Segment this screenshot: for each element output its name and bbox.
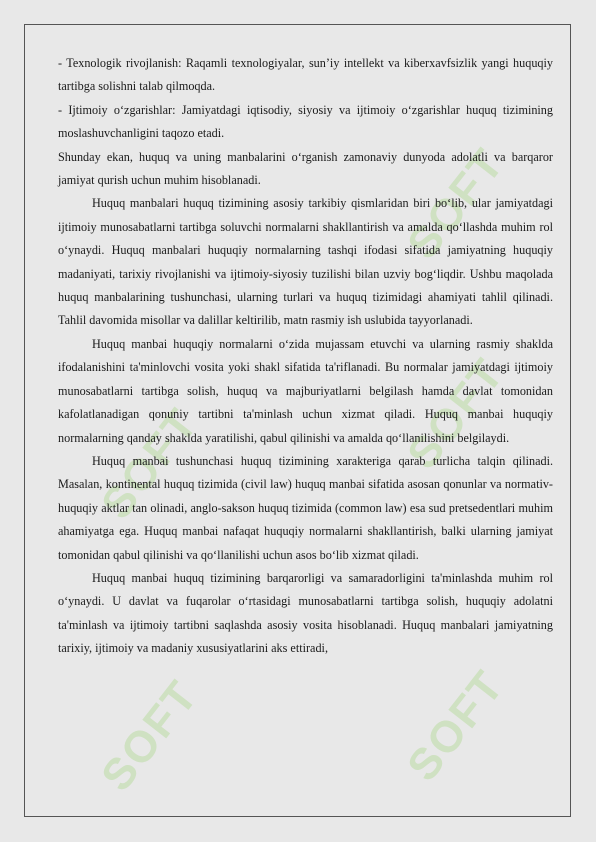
document-body [58, 52, 553, 661]
paragraph: Huquq manbai tushunchasi huquq tizimining xarakteriga qarab turlicha talqin qilinadi. Masalan, kontinental huquq tizimida (civil law) huquq manbai sifatida asosan qonunlar va normativ-huquqiy aktlar tan olinadi, anglo-sakson huquq tizimida (common law) esa sud pretsedentlari muhim ahamiyatga ega. Huquq manbai nafaqat huquqiy normalarni shakllantirish, balki ularning jamiyat tomonidan qabul qilinishi va qo‘llanilishi uchun asos bo‘lib xizmat qiladi. [58, 453, 553, 562]
paragraph: Huquq manbalari huquq tizimining asosiy tarkibiy qismlaridan biri bo‘lib, ular jamiyatdagi ijtimoiy munosabatlarni tartibga soluvchi normalarni shakllantirish va amalda qo‘llashda muhim rol o‘ynaydi. Huquq manbalari huquqiy normalarning tashqi ifodasi sifatida jamiyatning huquqiy madaniyati, tarixiy rivojlanishi va ijtimoiy-siyosiy tuzilishi bilan uzviy bog‘liqdir. Ushbu maqolada huquq manbalarining tushunchasi, ularning turlari va huquq tizimidagi ahamiyati tahlil qilinadi. Tahlil davomida misollar va dalillar keltirilib, matn rasmiy ish uslubida tayyorlanadi. [58, 196, 553, 328]
watermark-top-right: SOFT [398, 139, 514, 269]
paragraph: Shunday ekan, huquq va uning manbalarini o‘rganish zamonaviy dunyoda adolatli va barqaror jamiyat qurish uchun muhim hisoblanadi. [58, 149, 553, 188]
watermark-mid-left: SOFT [92, 399, 208, 529]
paragraph: Huquq manbai huquqiy normalarni o‘zida mujassam etuvchi va ularning rasmiy shaklda ifodalanishini ta'minlovchi vosita yoki shakl sifatida ta'riflanadi. Bu normalar jamiyatdagi ijtimoiy munosabatlarni tartibga solish, huquq va majburiyatlarni belgilash hamda davlat tomonidan kafolatlanadigan qonuniy tartibni ta'minlash uchun xizmat qiladi. Huquq manbai huquqiy normalarning qanday shaklda yaratilishi, qabul qilinishi va amalda qo‘llanilishini belgilaydi. [58, 336, 553, 445]
paragraph: - Texnologik rivojlanish: Raqamli texnologiyalar, sun’iy intellekt va kiberxavfsizlik yangi huquqiy tartibga solishni talab qilmoqda. [58, 56, 553, 94]
paragraph: Huquq manbai huquq tizimining barqarorligi va samaradorligini ta'minlashda muhim rol o‘ynaydi. U davlat va fuqarolar o‘rtasidagi munosabatlarni tartibga solish, huquqiy adolatni ta'minlash va ijtimoiy tartibni saqlashda asosiy vosita hisoblanadi. Huquq manbalari jamiyatning tarixiy, ijtimoiy va madaniy xususiyatlarini aks ettiradi, [58, 570, 553, 656]
watermark-bottom-left: SOFT [92, 671, 208, 801]
watermark-bottom-right: SOFT [398, 661, 514, 791]
paragraph: - Ijtimoiy o‘zgarishlar: Jamiyatdagi iqtisodiy, siyosiy va ijtimoiy o‘zgarishlar huquq tizimining moslashuvchanligini taqozo etadi. [58, 102, 553, 141]
watermark-mid-right: SOFT [398, 349, 514, 479]
